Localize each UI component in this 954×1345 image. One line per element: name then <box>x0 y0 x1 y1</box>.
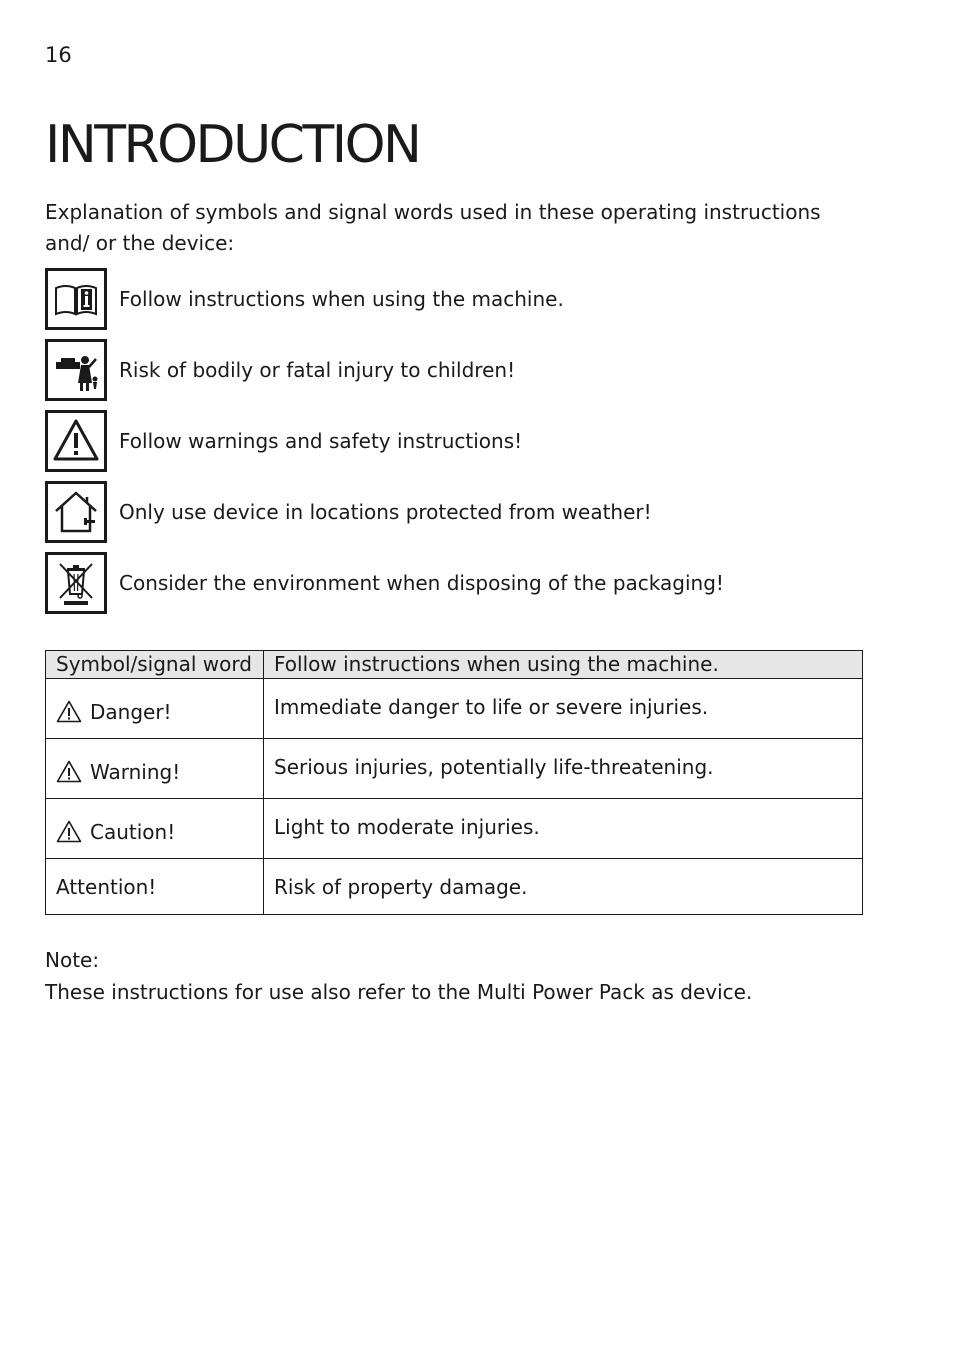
page-number: 16 <box>45 43 72 67</box>
symbol-text: Follow warnings and safety instructions! <box>119 429 523 453</box>
signal-description: Light to moderate injuries. <box>274 814 540 839</box>
signal-word: Danger! <box>90 699 172 724</box>
symbol-row-indoor <box>45 481 905 543</box>
page-title: INTRODUCTION <box>45 115 420 175</box>
warning-triangle-icon <box>45 410 107 472</box>
table-header-row <box>46 651 863 679</box>
signal-word: Caution! <box>90 819 176 844</box>
symbol-text: Follow instructions when using the machine. <box>119 287 564 311</box>
note-section <box>45 944 905 1008</box>
table-row <box>46 679 863 739</box>
symbol-list <box>45 268 905 623</box>
symbol-text: Risk of bodily or fatal injury to children! <box>119 358 516 382</box>
info-book-icon <box>45 268 107 330</box>
crossed-bin-icon <box>45 552 107 614</box>
intro-paragraph: Explanation of symbols and signal words used in these operating instructions and/ or the device: <box>45 200 821 255</box>
signal-word-table <box>45 650 863 915</box>
signal-word: Attention! <box>56 874 157 899</box>
table-header-symbol: Symbol/signal word <box>46 651 264 679</box>
symbol-row-environment <box>45 552 905 614</box>
symbol-row-warnings <box>45 410 905 472</box>
warning-triangle-icon <box>56 700 82 723</box>
indoor-house-icon <box>45 481 107 543</box>
note-text: These instructions for use also refer to the Multi Power Pack as device. <box>45 980 753 1004</box>
symbol-text: Consider the environment when disposing of the packaging! <box>119 571 724 595</box>
table-row <box>46 739 863 799</box>
warning-triangle-icon <box>56 820 82 843</box>
table-row <box>46 799 863 859</box>
warning-triangle-icon <box>56 760 82 783</box>
signal-description: Risk of property damage. <box>274 874 528 899</box>
child-hazard-icon <box>45 339 107 401</box>
symbol-text: Only use device in locations protected from weather! <box>119 500 652 524</box>
table-header-description: Follow instructions when using the machine. <box>264 651 863 679</box>
symbol-row-children <box>45 339 905 401</box>
signal-description: Serious injuries, potentially life-threatening. <box>274 754 714 779</box>
table-row <box>46 859 863 915</box>
signal-description: Immediate danger to life or severe injuries. <box>274 694 709 719</box>
note-label: Note: <box>45 948 100 972</box>
signal-word: Warning! <box>90 759 181 784</box>
symbol-row-instructions <box>45 268 905 330</box>
